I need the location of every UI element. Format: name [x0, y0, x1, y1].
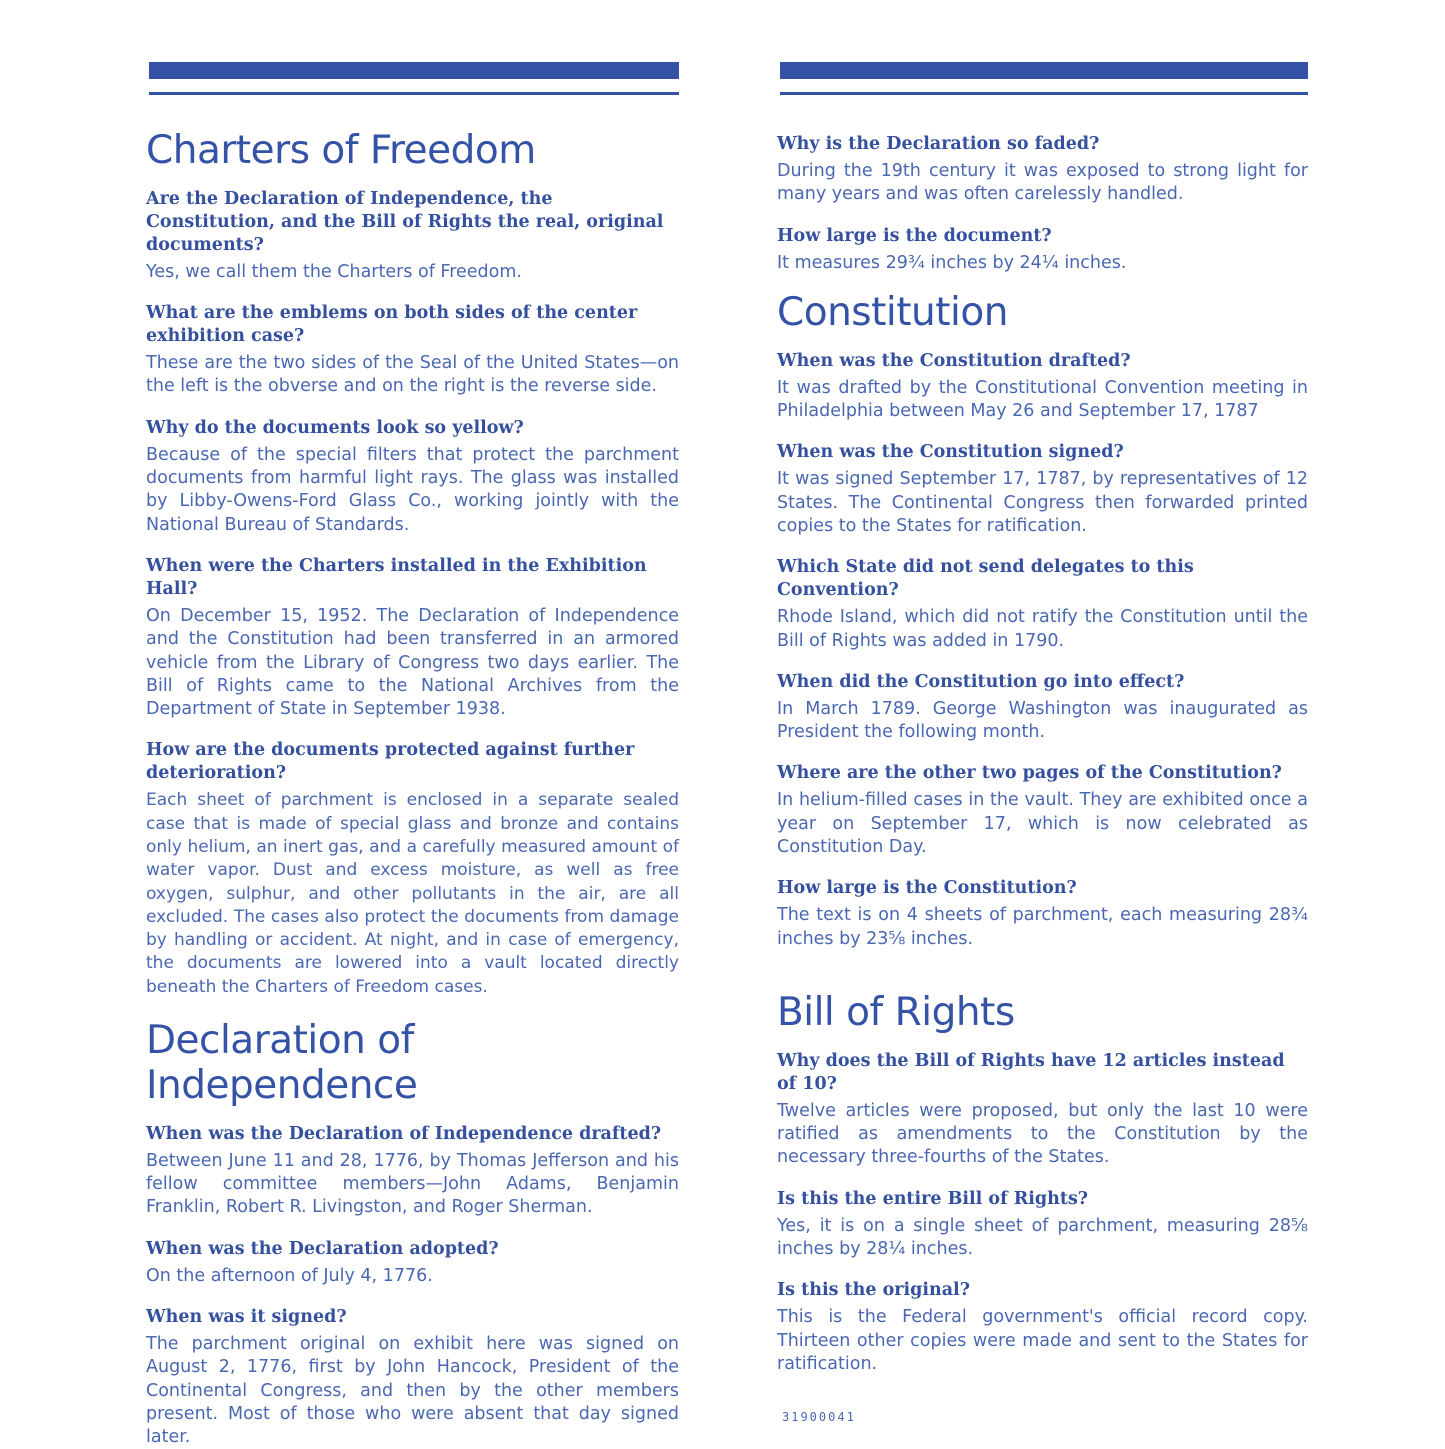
faq-answer: These are the two sides of the Seal of the United States—on the left is the obverse and on the right is the reverse side.	[146, 353, 679, 397]
document-code: 31900041	[782, 1410, 856, 1424]
section-title-constitution: Constitution	[777, 289, 1008, 335]
faq-question: Why is the Declaration so faded?	[777, 134, 1100, 154]
faq-item	[146, 1123, 679, 1220]
faq-question: Are the Declaration of Independence, the Constitution, and the Bill of Rights the real, original documents?	[146, 188, 664, 255]
faq-item	[777, 1279, 1308, 1376]
faq-item	[146, 1238, 679, 1288]
header-rule-thick	[149, 62, 679, 79]
faq-question: When was the Constitution drafted?	[777, 350, 1131, 371]
faq-question: When was it signed?	[146, 1306, 347, 1327]
faq-item	[777, 350, 1308, 424]
faq-question: Where are the other two pages of the Constitution?	[777, 763, 1282, 784]
header-rule-thin	[780, 92, 1308, 95]
faq-answer: During the 19th century it was exposed to strong light for many years and was often carelessly handled.	[777, 161, 1308, 205]
right-column	[777, 62, 1308, 1376]
faq-question: When did the Constitution go into effect?	[777, 671, 1185, 692]
faq-answer: This is the Federal government's official record copy. Thirteen other copies were made and sent to the States for ratification.	[777, 1307, 1308, 1374]
faq-answer: It was signed September 17, 1787, by representatives of 12 States. The Continental Congress then forwarded printed copies to the States for ratification.	[777, 469, 1308, 536]
faq-item	[146, 188, 679, 284]
faq-answer: Between June 11 and 28, 1776, by Thomas Jefferson and his fellow committee members—John Adams, Benjamin Franklin, Robert R. Livingston, and Roger Sherman.	[146, 1150, 679, 1218]
faq-question: When was the Declaration of Independence drafted?	[146, 1123, 662, 1144]
faq-answer: Twelve articles were proposed, but only the last 10 were ratified as amendments to the Constitution by the necessary three-fourths of the States.	[777, 1100, 1308, 1168]
faq-item	[777, 1188, 1308, 1262]
faq-answer: Because of the special filters that protect the parchment documents from harmful light rays. The glass was installed by Libby-Owens-Ford Glass Co., working jointly with the National Bureau of Standards.	[146, 444, 679, 535]
faq-answer: It measures 29¾ inches by 24¼ inches.	[777, 252, 1127, 273]
faq-question: When were the Charters installed in the Exhibition Hall?	[146, 555, 647, 599]
faq-answer: Each sheet of parchment is enclosed in a separate sealed case that is made of special glass and bronze and contains only helium, an inert gas, and a carefully measured amount of water vapor. Dust and excess moisture, as well as free oxygen, sulphur, and other pollutants in the air, are all excluded. The cases also protect the documents from damage by handling or accident. At night, and in case of emergency, the documents are lowered into a vault located directly beneath the Charters of Freedom cases.	[146, 790, 679, 997]
faq-answer: In helium-filled cases in the vault. They are exhibited once a year on September 17, which is now celebrated as Constitution Day.	[777, 790, 1308, 857]
faq-item	[146, 1306, 679, 1449]
section-title-charters: Charters of Freedom	[146, 128, 536, 173]
faq-item	[146, 417, 679, 537]
section-title-bill-of-rights: Bill of Rights	[777, 989, 1015, 1035]
faq-answer: The text is on 4 sheets of parchment, each measuring 28¾ inches by 23⅝ inches.	[777, 905, 1308, 949]
faq-answer: Yes, it is on a single sheet of parchment, measuring 28⅝ inches by 28¼ inches.	[777, 1215, 1308, 1259]
faq-question: How large is the document?	[777, 225, 1052, 246]
faq-question: Why do the documents look so yellow?	[146, 417, 524, 438]
faq-question: How are the documents protected against further deterioration?	[146, 740, 635, 784]
faq-question: What are the emblems on both sides of the center exhibition case?	[146, 303, 638, 347]
faq-question: When was the Constitution signed?	[777, 442, 1124, 463]
faq-question: Is this the original?	[777, 1280, 970, 1301]
faq-question: How large is the Constitution?	[777, 878, 1077, 899]
faq-item	[777, 877, 1308, 951]
faq-question: Which State did not send delegates to this Convention?	[777, 557, 1194, 601]
faq-question: Why does the Bill of Rights have 12 articles instead of 10?	[777, 1050, 1285, 1094]
header-rule-thick	[780, 62, 1308, 79]
faq-item	[777, 225, 1308, 275]
faq-item	[146, 302, 679, 399]
faq-item	[777, 1050, 1308, 1170]
faq-item	[146, 555, 679, 721]
faq-answer: In March 1789. George Washington was inaugurated as President the following month.	[777, 698, 1308, 743]
left-column	[146, 62, 679, 1449]
faq-answer: It was drafted by the Constitutional Convention meeting in Philadelphia between May 26 and September 17, 1787	[777, 377, 1308, 422]
faq-answer: On December 15, 1952. The Declaration of Independence and the Constitution had been transferred in an armored vehicle from the Library of Congress two days earlier. The Bill of Rights came to the National Archives from the Department of State in September 1938.	[146, 605, 679, 720]
section-title-declaration: Declaration of Independence	[146, 1018, 418, 1108]
faq-item	[777, 762, 1308, 859]
faq-answer: Rhode Island, which did not ratify the Constitution until the Bill of Rights was added in 1790.	[777, 607, 1308, 651]
faq-answer: The parchment original on exhibit here was signed on August 2, 1776, first by John Hancock, President of the Continental Congress, and then by the other members present. Most of those who were absent that day signed later.	[146, 1333, 679, 1448]
faq-item	[777, 133, 1308, 207]
header-rule-thin	[149, 92, 679, 95]
faq-answer: Yes, we call them the Charters of Freedom.	[146, 261, 522, 282]
faq-item	[146, 739, 679, 999]
faq-item	[777, 441, 1308, 538]
faq-question: Is this the entire Bill of Rights?	[777, 1188, 1089, 1209]
faq-item	[777, 556, 1308, 653]
faq-question: When was the Declaration adopted?	[146, 1238, 499, 1259]
faq-item	[777, 671, 1308, 745]
faq-answer: On the afternoon of July 4, 1776.	[146, 1265, 433, 1286]
